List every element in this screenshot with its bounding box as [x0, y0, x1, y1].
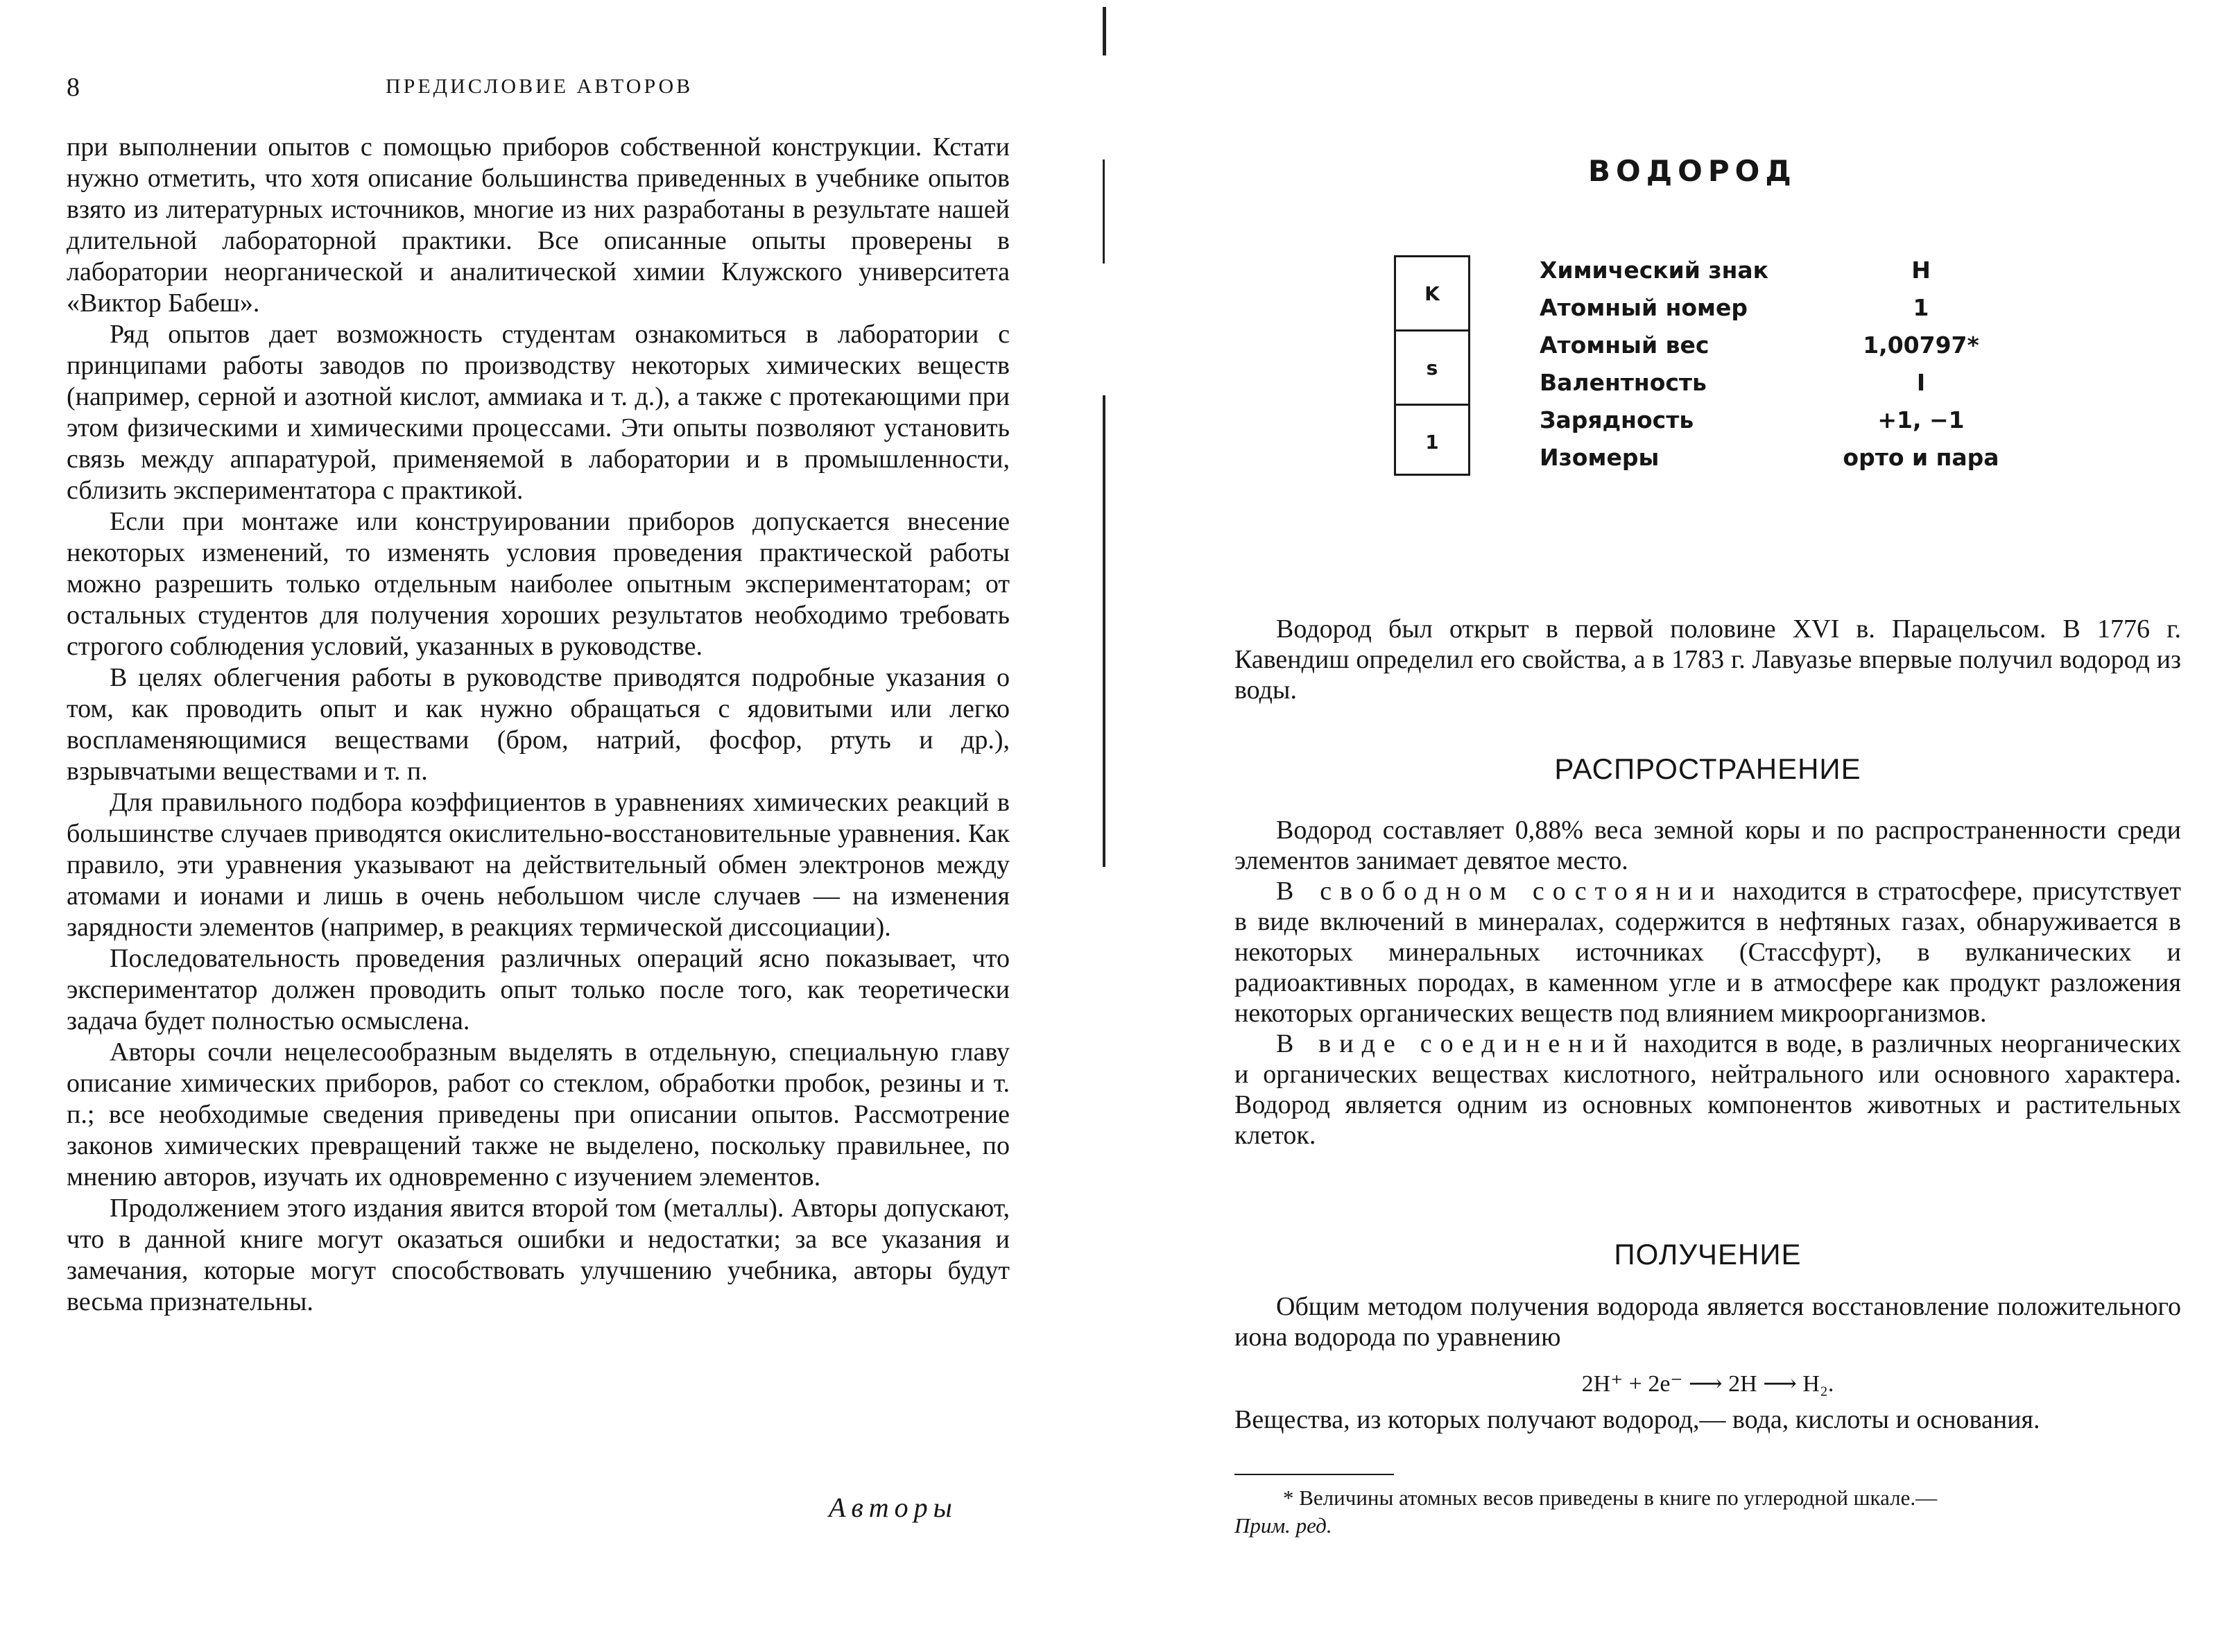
paragraph: Последовательность проведения различных операций ясно показывает, что экспериментатор должен проводить опыт только после того, как теоретически задача будет полностью осмыслена.: [67, 944, 1010, 1035]
spaced-term: В виде соединений: [1276, 1029, 1636, 1058]
property-label: Зарядность: [1540, 406, 1694, 433]
property-row: [1540, 289, 2011, 326]
gutter-shadow: [1103, 7, 1106, 55]
equation: 2H⁺ + 2e⁻ ⟶ 2H ⟶ H₂.: [1581, 1371, 1834, 1397]
footnote-rule: [1234, 1474, 1394, 1475]
property-row: [1540, 363, 2011, 401]
element-title: ВОДОРОД: [1588, 154, 1797, 188]
property-row: [1540, 401, 2011, 438]
gutter-shadow: [1103, 160, 1105, 264]
paragraph: Продолжением этого издания явится второй том (металлы). Авторы допускают, что в данной книге могут оказаться ошибки и недостатки; за все указания и замечания, которые могут способствовать улучшению учебника, авторы будут весьма признательны.: [67, 1194, 1010, 1316]
spaced-term: В свободном состоянии: [1276, 877, 1723, 906]
paragraph: Водород был открыт в первой половине XVI в. Парацельсом. В 1776 г. Кавендиш определил его свойства, а в 1783 г. Лавуазье впервые получил водород из воды.: [1234, 614, 2181, 705]
paragraph-text: находится в стратосфере, присутствует в виде включений в минералах, содержится в нефтяных газах, обнаруживается в некоторых минеральных источниках (Стассфурт), в вулканических и радиоактивных породах, в каменном угле и в атмосфере как продукт разложения некоторых органических веществ под влиянием микроорганизмов.: [1234, 877, 2181, 1028]
section-heading: РАСПРОСТРАНЕНИЕ: [1554, 752, 1861, 785]
paragraph: [1234, 876, 2181, 1029]
shell-cell: 1: [1425, 430, 1439, 454]
shell-cell: s: [1396, 332, 1468, 406]
property-label: Изомеры: [1540, 443, 1660, 471]
footnote-editor-note: Прим. ред.: [1234, 1513, 1332, 1538]
paragraph: Вещества, из которых получают водород,— вода, кислоты и основания.: [1234, 1405, 2040, 1434]
preface-text: [67, 132, 1010, 1318]
property-value: орто и пара: [1843, 443, 1999, 471]
footnote-text: * Величины атомных весов приведены в книге по углеродной шкале.—: [1283, 1486, 1938, 1510]
distribution-text: [1234, 815, 2181, 1151]
page-number: 8: [67, 73, 80, 102]
paragraph: Если при монтаже или конструировании приборов допускается внесение некоторых изменений, то изменять условия проведения практической работы можно разрешить только отдельным наиболее опытным экспериментаторам; от остальных студентов для получения хороших результатов необходимо требовать строгого соблюдения условий, указанных в руководстве.: [67, 507, 1010, 661]
property-label: Валентность: [1540, 368, 1707, 396]
paragraph: Авторы сочли нецелесообразным выделять в отдельную, специальную главу описание химических приборов, работ со стеклом, обработки пробок, резины и т. п.; все необходимые сведения приведены при описании опытов. Рассмотрение законов химических превращений также не выделено, поскольку правильнее, по мнению авторов, изучать их одновременно с изучением элементов.: [67, 1038, 1010, 1191]
shell-cell: K: [1396, 257, 1468, 332]
paragraph: Общим методом получения водорода является восстановление положительного иона водорода по уравнению: [1234, 1292, 2181, 1352]
property-row: [1540, 251, 2011, 289]
property-value: H: [1911, 256, 1931, 284]
production-text-2: [1234, 1404, 2181, 1435]
signature: Авторы: [829, 1492, 958, 1523]
intro-text: [1234, 614, 2181, 705]
property-label: Атомный вес: [1540, 331, 1709, 359]
paragraph: [1234, 1029, 2181, 1151]
running-head: [67, 72, 1010, 107]
property-row: [1540, 438, 2011, 476]
electron-shell-diagram: [1394, 255, 1470, 476]
element-properties: [1540, 251, 2011, 476]
right-page: [1117, 0, 2231, 1652]
property-value: 1,00797*: [1863, 331, 1979, 359]
gutter-shadow: [1103, 395, 1105, 867]
left-page: [0, 0, 1082, 1652]
property-label: Химический знак: [1540, 256, 1769, 284]
paragraph: Для правильного подбора коэффициентов в уравнениях химических реакций в большинстве случаев приводятся окислительно-восстановительные уравнения. Как правило, эти уравнения указывают на действительный обмен электронов между атомами и ионами и лишь в очень небольшом числе случаев — на изменения зарядности элементов (например, в реакциях термической диссоциации).: [67, 788, 1010, 942]
paragraph-text: находится в воде, в различных неорганических и органических веществах кислотного, нейтрального или основного характера. Водород является одним из основных компонентов животных и растительных клеток.: [1234, 1029, 2181, 1150]
footnote: [1234, 1484, 2181, 1540]
property-value: +1, −1: [1877, 406, 1965, 433]
section-heading: ПОЛУЧЕНИЕ: [1614, 1238, 1802, 1271]
running-head-title: ПРЕДИСЛОВИЕ АВТОРОВ: [386, 75, 694, 98]
paragraph: Ряд опытов дает возможность студентам ознакомиться в лаборатории с принципами работы заводов по производству некоторых химических веществ (например, серной и азотной кислот, аммиака и т. д.), а также с протекающими при этом физическими и химическими процессами. Эти опыты позволяют установить связь между аппаратурой, применяемой в лаборатории и в промышленности, сблизить экспериментатора с практикой.: [67, 320, 1010, 505]
paragraph: Водород составляет 0,88% веса земной коры и по распространенности среди элементов занимает девятое место.: [1234, 816, 2181, 875]
property-value: 1: [1913, 293, 1929, 321]
property-row: [1540, 326, 2011, 363]
property-value: I: [1916, 368, 1926, 396]
paragraph: при выполнении опытов с помощью приборов собственной конструкции. Кстати нужно отметить, что хотя описание большинства приведенных в учебнике опытов взято из литературных источников, многие из них разработаны в результате нашей длительной лабораторной практики. Все описанные опыты проверены в лаборатории неорганической и аналитической химии Клужского университета «Виктор Бабеш».: [67, 132, 1010, 318]
property-label: Атомный номер: [1540, 293, 1748, 321]
production-text: [1234, 1291, 2181, 1352]
paragraph: В целях облегчения работы в руководстве приводятся подробные указания о том, как проводить опыт и как нужно обращаться с ядовитыми или легко воспламеняющимися веществами (бром, натрий, фосфор, ртуть и др.), взрывчатыми веществами и т. п.: [67, 663, 1010, 786]
